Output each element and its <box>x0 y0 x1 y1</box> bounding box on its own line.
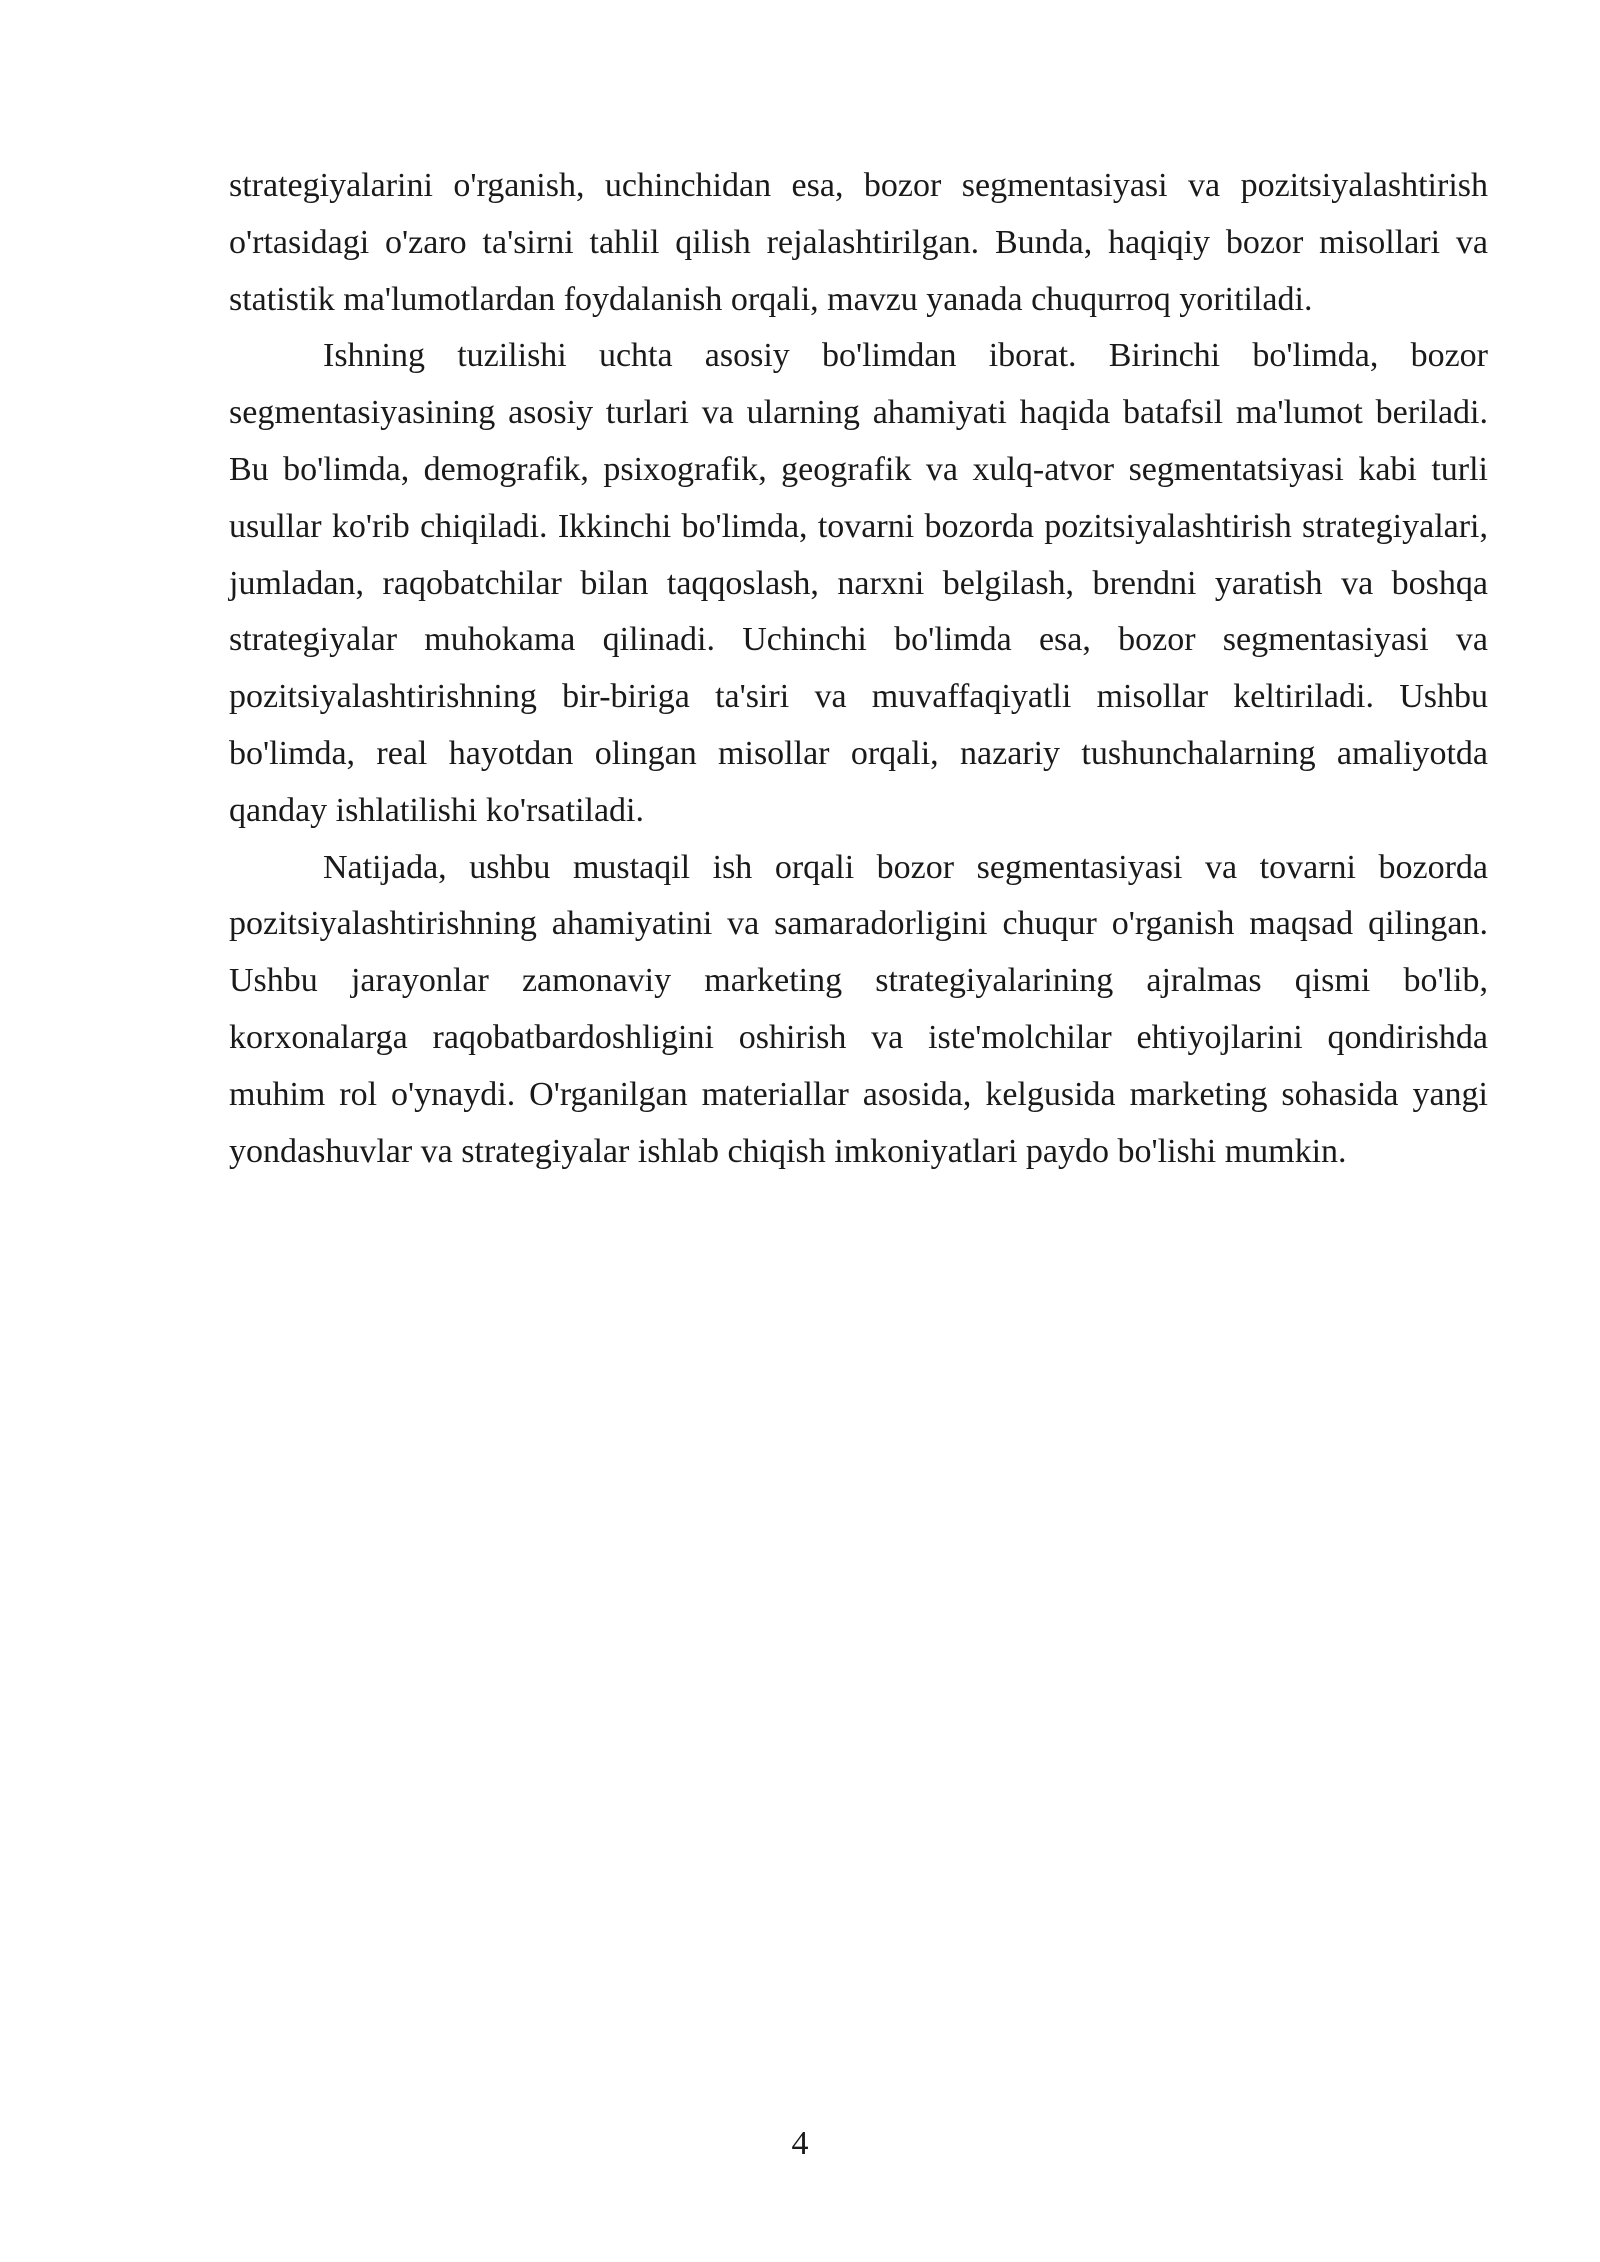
paragraph-conclusion: Natijada, ushbu mustaqil ish orqali bozor segmentasiyasi va tovarni bozorda pozitsiyalashtirishning ahamiyatini va samaradorligini chuqur o'rganish maqsad qilingan. Ushbu jarayonlar zamonaviy marketing strategiyalarining ajralmas qismi bo'lib, korxonalarga raqobatbardoshligini oshirish va iste'molchilar ehtiyojlarini qondirishda muhim rol o'ynaydi. O'rganilgan materiallar asosida, kelgusida marketing sohasida yangi yondashuvlar va strategiyalar ishlab chiqish imkoniyatlari paydo bo'lishi mumkin. <box>229 848 1488 1170</box>
page-number: 4 <box>791 2125 809 2162</box>
paragraph-structure: Ishning tuzilishi uchta asosiy bo'limdan iborat. Birinchi bo'limda, bozor segmentasiyasining asosiy turlari va ularning ahamiyati haqida batafsil ma'lumot beriladi. Bu bo'limda, demografik, psixografik, geografik va xulq-atvor segmentatsiyasi kabi turli usullar ko'rib chiqiladi. Ikkinchi bo'limda, tovarni bozorda pozitsiyalashtirish strategiyalari, jumladan, raqobatchilar bilan taqqoslash, narxni belgilash, brendni yaratish va boshqa strategiyalar muhokama qilinadi. Uchinchi bo'limda esa, bozor segmentasiyasi va pozitsiyalashtirishning bir-biriga ta'siri va muvaffaqiyatli misollar keltiriladi. Ushbu bo'limda, real hayotdan olingan misollar orqali, nazariy tushunchalarning amaliyotda qanday ishlatilishi ko'rsatiladi. <box>229 337 1488 829</box>
paragraph-continuation: strategiyalarini o'rganish, uchinchidan esa, bozor segmentasiyasi va pozitsiyalashtirish o'rtasidagi o'zaro ta'sirni tahlil qilish rejalashtirilgan. Bunda, haqiqiy bozor misollari va statistik ma'lumotlardan foydalanish orqali, mavzu yanada chuqurroq yoritiladi. <box>229 167 1488 318</box>
body-text <box>229 158 1488 1180</box>
